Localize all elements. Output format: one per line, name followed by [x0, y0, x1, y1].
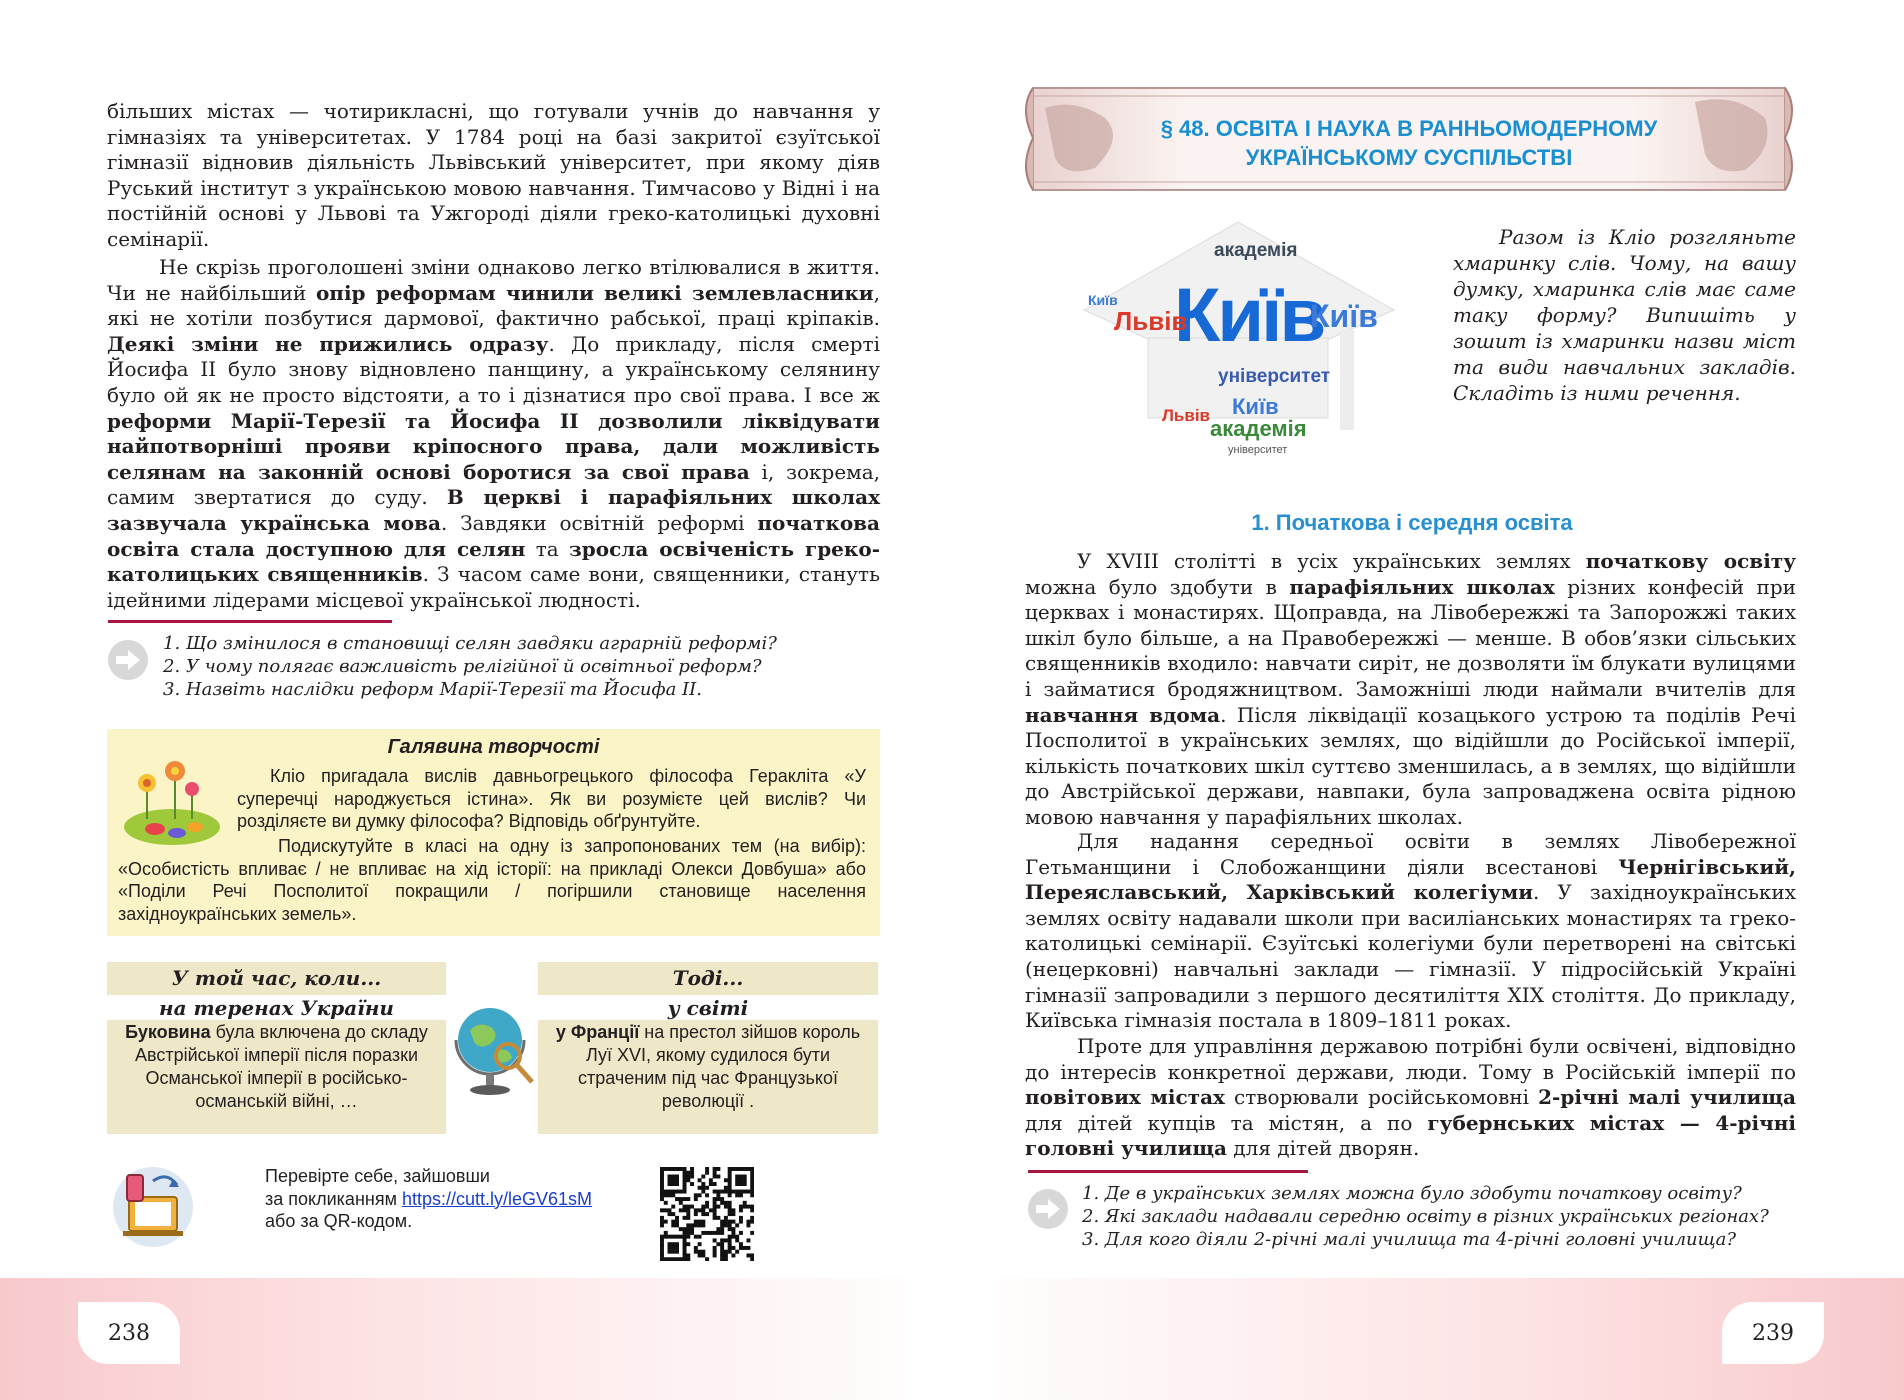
list-item: 1. Що змінилося в становищі селян завдяки аграрній реформі?	[163, 633, 777, 654]
left-paragraph-1: більших містах — чотирикласні, що готували учнів до навчання у гімназіях та університетах. У 1784 році на базі закритої єзуїтської гімназії відновив діяльність Львівський університет, при якому діяв Руський інститут з українською мовою навчання. Тимчасово у Відні і на постійній основі у Львові та Ужгороді діяли греко-католицькі духовні семінарії.	[107, 99, 880, 251]
cloud-word: Київ	[1232, 394, 1279, 419]
right-paragraph-2: Для надання середньої освіти в землях Лівобережної Гетьманщини і Слобожанщини діяли всестанові Чернігівський, Переяславський, Харківський колегіуми. У західноукраїнських землях освіту надавали школи при василіанських монастирях та греко-католицькі семінарії. Єзуїтські колегіуми були перетворені на світські (нецерковні) навчальні заклади — гімназії. У підросійській Україні гімназії запровадили з першого десятиліття XIX століття. До прикладу, Київська гімназія постала в 1809–1811 роках.	[1025, 829, 1797, 1033]
globe-magnifier-icon	[450, 1000, 540, 1100]
cloud-word: академія	[1210, 416, 1307, 441]
list-item: 2. Які заклади надавали середню освіту в різних українських регіонах?	[1082, 1206, 1769, 1227]
computer-check-icon	[107, 1163, 199, 1249]
creativity-text-2: Подискутуйте в класі на одну із запропонованих тем (на вибір): «Особистість впливає / не впливає на хід історії: на прикладі Олекси Довбуша» або «Поділи Речі Посполитої покращили / погіршили становище населення західноукраїнських земель».	[118, 836, 866, 924]
chapter-banner	[1015, 78, 1803, 200]
timeline-left-sub: на теренах України	[159, 996, 394, 1020]
page-number-left: 238	[78, 1302, 180, 1364]
cloud-word: Львів	[1114, 306, 1188, 336]
word-cloud-image	[1078, 220, 1400, 460]
right-questions-rule	[1028, 1170, 1308, 1173]
cloud-word-big: Київ	[1174, 273, 1324, 358]
list-item: 3. Назвіть наслідки реформ Марії-Терезії та Йосифа ІІ.	[163, 679, 702, 700]
cloud-word: університет	[1228, 444, 1288, 456]
timeline-right-sub: у світі	[667, 996, 749, 1020]
check-link[interactable]: https://cutt.ly/leGV61sM	[401, 1188, 593, 1209]
list-item: 2. У чому полягає важливість релігійної й освітньої реформ?	[163, 656, 762, 677]
cloud-word: Київ	[1088, 292, 1118, 308]
cloud-word: академія	[1214, 240, 1298, 261]
arrow-right-icon	[1028, 1189, 1068, 1229]
timeline-left-text: Буковина була включена до складу Австрійської імперії після поразки Османської імперії в російсько-османській війні, …	[125, 1022, 428, 1111]
timeline-right-header-text: Тоді...	[672, 966, 744, 990]
cloud-word: університет	[1218, 366, 1331, 387]
cloud-task-text: Разом із Кліо розгляньте хмаринку слів. Чому, на вашу думку, хмаринка слів має саме таку форму? Випишіть у зошит із хмаринки назви міст та види навчальних закладів. Складіть із ними речення.	[1453, 225, 1796, 405]
creativity-box	[107, 729, 880, 936]
list-item: 3. Для кого діяли 2-річні малі училища та 4-річні головні училища?	[1082, 1229, 1737, 1250]
cloud-word: Київ	[1310, 298, 1378, 334]
qr-code-icon[interactable]	[660, 1167, 754, 1261]
check-text: Перевірте себе, зайшовши за покликанням https://cutt.ly/leGV61sM або за QR-кодом.	[265, 1166, 593, 1231]
page-number-right: 239	[1722, 1302, 1824, 1364]
arrow-right-icon	[108, 640, 148, 680]
cloud-word: Львів	[1162, 406, 1211, 425]
right-questions-list	[1082, 1182, 1769, 1251]
left-paragraph-2: Не скрізь проголошені зміни однаково легко втілювалися в життя. Чи не найбільший опір реформам чинили великі землевласники, які не хотіли позбутися дармової, фактично рабської, праці кріпаків. Деякі зміни не прижились одразу. До прикладу, після смерті Йосифа ІІ було знову відновлено панщину, а українському селянину було ой як не просто відстояти, а то і дізнатися про свої права. І все ж реформи Марії-Терезії та Йосифа ІІ дозволили ліквідувати найпотворніші прояви кріпосного права, дали можливість селянам на законній основі боротися за свої права і, зокрема, самим звертатися до суду. В церкві і парафіяльних школах зазвучала українська мова. Завдяки освітній реформі початкова освіта стала доступною для селян та зросла освіченість греко-католицьких священників. З часом саме вони, священники, стануть ідейними лідерами місцевої української людності.	[107, 255, 881, 612]
left-questions-rule	[108, 620, 392, 623]
creativity-text-1: Кліо пригадала вислів давньогрецького філософа Геракліта «У суперечці народжується істина». Як ви розумієте цей вислів? Чи розділяєте ви думку філософа? Відповідь обґрунтуйте.	[237, 766, 866, 831]
right-paragraph-1: У XVIII столітті в усіх українських землях початкову освіту можна було здобути в парафіяльних школах різних конфесій при церквах і монастирях. Щоправда, на Лівобережжі та Запорожжі таких шкіл було більше, а на Правобережжі — менше. В обов’язки сільських священників входило: навчати сиріт, не дозволяти їм блукати вулицями і займатися бродяжництвом. Заможніші люди наймали вчителів для навчання вдома. Після ліквідації козацького устрою та поділів Речі Посполитої в українських землях, що відійшли до Російської імперії, кількість початкових шкіл суттєво зменшилась, а в землях, що відійшли до Австрійської держави, навпаки, була запроваджена освіта рідною мовою навчання у парафіяльних школах.	[1025, 549, 1797, 829]
list-item: 1. Де в українських землях можна було здобути початкову освіту?	[1082, 1183, 1742, 1204]
section-title: 1. Початкова і середня освіта	[1251, 510, 1573, 535]
timeline-left-header-text: У той час, коли...	[171, 966, 382, 990]
creativity-title: Галявина творчості	[387, 736, 600, 758]
left-questions-list	[163, 632, 777, 701]
chapter-title: § 48. ОСВІТА І НАУКА В РАННЬОМОДЕРНОМУ УКРАЇНСЬКОМУ СУСПІЛЬСТВІ	[1160, 116, 1658, 170]
timeline-right-text: у Франції на престол зійшов король Луї XVI, якому судилося бути страченим під час Французької революції .	[555, 1022, 861, 1111]
right-paragraph-3: Проте для управління державою потрібні були освічені, відповідно до інтересів конкретної держави, люди. Тому в Російській імперії по повітових містах створювали російськомовні 2-річні малі училища для дітей купців та містян, а по губернських містах — 4-річні головні училища для дітей дворян.	[1025, 1034, 1796, 1161]
